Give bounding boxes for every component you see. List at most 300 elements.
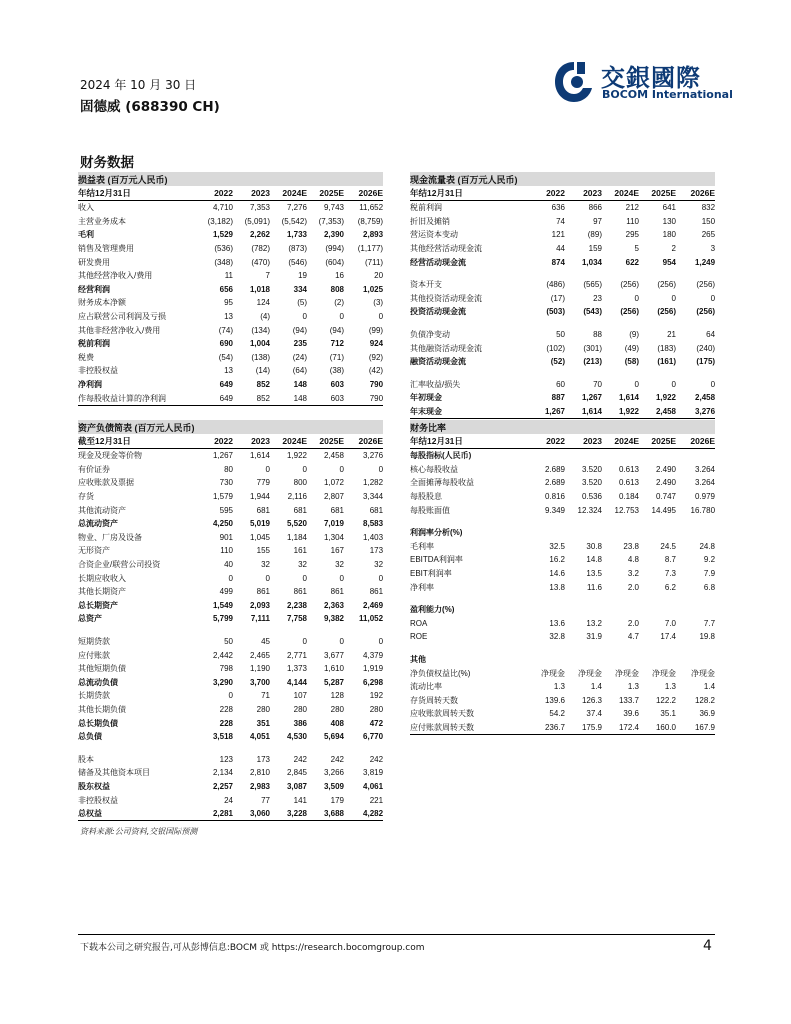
row-value: 235 (293, 339, 307, 349)
row-label: 非控股权益 (78, 366, 118, 376)
row-label: 净利润 (78, 380, 102, 390)
row-value: 3.264 (694, 478, 716, 488)
column-header-year: 2025E (639, 186, 676, 201)
row-label: 总流动负债 (78, 677, 118, 687)
table-row (78, 463, 383, 477)
row-value: 0.613 (618, 464, 639, 474)
row-label: 其他融资活动现金流 (410, 343, 482, 353)
row-value: (7,353) (318, 216, 344, 226)
table-row (410, 540, 715, 554)
table-row (78, 689, 383, 703)
row-value: 2,807 (323, 492, 344, 502)
row-value: 0 (265, 573, 270, 583)
row-value: 280 (293, 704, 307, 714)
row-value: 11.6 (587, 582, 602, 592)
table-row (78, 490, 383, 504)
row-value: (256) (696, 280, 716, 290)
row-label: 核心每股收益 (410, 464, 458, 474)
row-value: 16.780 (690, 505, 716, 515)
row-value: 242 (330, 754, 344, 764)
row-value: 1,614 (249, 451, 270, 461)
column-header-year: 2022 (196, 434, 233, 449)
row-label: 应付账款周转天数 (410, 721, 528, 735)
row-value: 0 (339, 637, 344, 647)
row-value: (64) (292, 366, 307, 376)
row-label: 折旧及摊销 (410, 216, 450, 226)
table-row (78, 201, 383, 215)
table-row (78, 730, 383, 744)
table-header-row (78, 186, 383, 201)
row-value: 0.536 (581, 492, 602, 502)
row-value: 4,051 (249, 732, 270, 742)
row-value: 35.1 (660, 709, 676, 719)
row-value: 7,353 (249, 203, 270, 213)
table-row (78, 585, 383, 599)
column-header-year: 2025E (307, 186, 344, 201)
table-row (78, 378, 383, 392)
row-value: 1,922 (602, 405, 639, 419)
row-label: 短期贷款 (78, 637, 110, 647)
spacer-row (410, 644, 715, 653)
row-value: 6,770 (363, 732, 384, 742)
row-value: 280 (330, 704, 344, 714)
table-row (410, 580, 715, 594)
spacer-cell (410, 644, 715, 653)
company-name: 固德威 (688390 CH) (80, 99, 220, 115)
row-value: (711) (364, 257, 384, 267)
spacer-cell (410, 517, 715, 526)
row-value: 21 (667, 330, 676, 340)
row-value: 9,743 (323, 203, 344, 213)
row-value: 236.7 (528, 721, 565, 735)
row-value: 0 (228, 691, 233, 701)
row-value: 95 (224, 298, 233, 308)
row-value: 2,893 (363, 230, 384, 240)
row-value: 14.8 (586, 555, 602, 565)
row-value: 808 (330, 284, 344, 294)
row-value: (256) (620, 280, 639, 290)
row-value: (74) (218, 325, 233, 335)
table-row (410, 391, 715, 405)
row-value: (54) (218, 352, 233, 362)
row-value: (58) (624, 357, 639, 367)
row-value: 265 (701, 230, 716, 240)
row-value: 13.2 (586, 618, 602, 628)
row-label: 投资活动现金流 (410, 307, 466, 317)
row-value: 107 (293, 691, 307, 701)
row-label: EBITDA利润率 (410, 555, 463, 565)
row-value: 0 (378, 637, 384, 647)
table-row (78, 544, 383, 558)
table-header-row (78, 434, 383, 449)
row-value: 1,267 (212, 451, 233, 461)
column-header-year: 2023 (233, 434, 270, 449)
row-value: 852 (233, 391, 270, 405)
row-value: (256) (696, 307, 716, 317)
row-value: 3,228 (270, 807, 307, 821)
table-row (410, 666, 715, 680)
row-value: 32 (298, 560, 307, 570)
row-value: 242 (293, 754, 307, 764)
row-value: 622 (625, 257, 639, 267)
row-value: 2,458 (323, 451, 344, 461)
row-value: (4) (260, 312, 270, 322)
table-title-row (410, 420, 715, 434)
row-label: 营运资本变动 (410, 230, 458, 240)
table-row (78, 503, 383, 517)
row-label: ROA (410, 618, 428, 628)
table-title-row (410, 172, 715, 186)
row-value: 161 (293, 546, 307, 556)
row-value: 110 (626, 216, 639, 226)
row-value: 155 (256, 546, 270, 556)
row-value: 110 (220, 546, 233, 556)
row-value: 3,087 (286, 781, 307, 791)
row-value: (240) (696, 343, 716, 353)
row-value: 3,819 (363, 768, 384, 778)
row-value: 2.689 (544, 478, 565, 488)
row-value: (8,759) (357, 216, 384, 226)
row-value: 167.9 (676, 721, 715, 735)
table-row (410, 707, 715, 721)
row-value: (3,182) (207, 216, 233, 226)
row-value: 603 (330, 380, 344, 390)
row-value: 2.0 (627, 618, 639, 628)
row-value: (256) (620, 307, 639, 317)
row-value: 7 (265, 271, 270, 281)
row-label: 净利率 (410, 582, 434, 592)
table-row (78, 283, 383, 297)
table-row (410, 503, 715, 517)
row-value: 13 (224, 312, 233, 322)
row-value: (9) (629, 330, 639, 340)
row-value: (92) (368, 352, 384, 362)
row-value: (102) (546, 343, 565, 353)
row-value: 1,267 (528, 405, 565, 419)
row-value: 636 (551, 203, 565, 213)
row-label: 毛利率 (410, 541, 434, 551)
row-label: 毛利 (78, 230, 94, 240)
row-label: 无形资产 (78, 546, 110, 556)
row-value: 7,019 (323, 519, 344, 529)
row-label: 其他 (410, 655, 426, 665)
row-value: 1,267 (581, 393, 602, 403)
row-value: 0 (339, 464, 344, 474)
row-value: (52) (550, 357, 565, 367)
spacer-row (78, 626, 383, 635)
row-value: 54.2 (549, 709, 565, 719)
row-value: 128 (330, 691, 344, 701)
table-row (78, 635, 383, 649)
table-row (78, 228, 383, 242)
financial-ratios-table (410, 420, 715, 735)
cash-flow-table (410, 172, 715, 419)
column-header-year: 2024E (602, 434, 639, 449)
column-header-year: 2022 (528, 186, 565, 201)
row-value: 4,530 (286, 732, 307, 742)
row-value: 24 (224, 795, 233, 805)
row-value: 0 (228, 573, 233, 583)
row-value: 0 (378, 573, 384, 583)
row-value: 5,019 (249, 519, 270, 529)
row-value: 2,238 (286, 600, 307, 610)
row-value: 1,018 (249, 284, 270, 294)
table-row (78, 648, 383, 662)
table-row (410, 305, 715, 319)
row-value: 4,710 (212, 203, 233, 213)
row-value: 0.816 (544, 492, 565, 502)
row-value: (546) (288, 257, 307, 267)
table-row (78, 780, 383, 794)
row-value: 123 (219, 754, 233, 764)
spacer-cell (78, 626, 383, 635)
column-header-year: 2026E (676, 186, 715, 201)
column-header-year: 2025E (307, 434, 344, 449)
table-row (78, 215, 383, 229)
row-value: 5,694 (323, 732, 344, 742)
row-value: 16.2 (549, 555, 565, 565)
row-value: 50 (556, 330, 565, 340)
table-row (78, 612, 383, 626)
section-title: 财务数据 (80, 155, 134, 171)
row-value: 798 (219, 664, 233, 674)
row-value: 133.7 (618, 695, 639, 705)
row-value: 1,373 (286, 664, 307, 674)
column-header-label: 年结12月31日 (78, 186, 196, 201)
row-value: 0 (302, 637, 307, 647)
column-header-year: 2026E (676, 434, 715, 449)
spacer-cell (410, 594, 715, 603)
table-row (410, 463, 715, 477)
row-value: 11,052 (359, 614, 384, 624)
spacer-cell (410, 369, 715, 378)
row-value: 4.8 (627, 555, 639, 565)
row-value: (873) (288, 244, 307, 254)
row-value: 0.747 (655, 492, 676, 502)
row-value: 5,799 (212, 614, 233, 624)
row-value: 39.6 (623, 709, 639, 719)
row-value: 19 (298, 271, 307, 281)
row-value: 7.3 (664, 569, 676, 579)
row-label: 非控股权益 (78, 795, 118, 805)
row-label: 总流动资产 (78, 519, 118, 529)
row-value: 3,060 (233, 807, 270, 821)
table-row (410, 680, 715, 694)
row-value: 7,758 (286, 614, 307, 624)
row-value: 3,344 (363, 492, 384, 502)
row-value: 122.2 (655, 695, 676, 705)
row-value: 2,257 (212, 781, 233, 791)
row-value: 641 (662, 203, 676, 213)
row-value: 5,520 (286, 519, 307, 529)
row-value: 20 (374, 271, 384, 281)
row-value: 192 (369, 691, 384, 701)
row-label: 销售及管理费用 (78, 244, 134, 254)
row-label: 汇率收益/损失 (410, 379, 461, 389)
row-value: 30.8 (586, 541, 602, 551)
table-row (78, 571, 383, 585)
row-value: 14.495 (651, 505, 676, 515)
table-row (410, 630, 715, 644)
row-value: 1,025 (363, 284, 384, 294)
row-value: 130 (662, 216, 676, 226)
row-value: 2,442 (212, 650, 233, 660)
row-value: 70 (593, 379, 602, 389)
row-value: 36.9 (699, 709, 716, 719)
row-value: 866 (588, 203, 602, 213)
row-label: 合资企业/联营公司投资 (78, 560, 161, 570)
row-value: 173 (256, 754, 270, 764)
table-row (410, 553, 715, 567)
row-label: 总负债 (78, 732, 102, 742)
row-value: 1,549 (212, 600, 233, 610)
row-value: (38) (329, 366, 344, 376)
row-value: 74 (556, 216, 565, 226)
row-value: 4.7 (627, 632, 639, 642)
row-value: (2) (334, 298, 344, 308)
row-value: 887 (551, 393, 565, 403)
row-value: (42) (368, 366, 384, 376)
row-label: 存货 (78, 492, 94, 502)
row-label: 长期应收收入 (78, 573, 126, 583)
row-value: 4,250 (212, 519, 233, 529)
row-value: 2,810 (249, 768, 270, 778)
table-row (78, 531, 383, 545)
row-label: 应收账款周转天数 (410, 709, 474, 719)
row-value: 1,184 (286, 532, 307, 542)
table-row (410, 278, 715, 292)
row-value: 0 (339, 573, 344, 583)
table-row (410, 405, 715, 419)
source-note: 资料来源:公司资料,交银国际预测 (80, 827, 198, 836)
spacer-row (410, 269, 715, 278)
column-header-year: 2023 (565, 434, 602, 449)
row-label: 总权益 (78, 807, 196, 821)
row-value: (89) (587, 230, 602, 240)
column-header-year: 2023 (565, 186, 602, 201)
footer-divider (78, 934, 715, 935)
table-title: 现金流量表 (百万元人民币) (410, 172, 715, 186)
spacer-cell (410, 319, 715, 328)
row-value: 13.6 (549, 618, 565, 628)
row-value: 2,262 (249, 230, 270, 240)
row-value: 净现金 (691, 668, 716, 678)
row-value: 9,382 (323, 614, 344, 624)
row-label: ROE (410, 632, 428, 642)
row-value: 4,282 (344, 807, 383, 821)
row-value: 852 (256, 380, 270, 390)
row-label: 每股股息 (410, 492, 442, 502)
row-value: 24.8 (699, 541, 716, 551)
row-value: 1,614 (618, 393, 639, 403)
row-value: 3,276 (676, 405, 715, 419)
table-row (410, 242, 715, 256)
row-value: 净现金 (615, 668, 639, 678)
table-row (78, 269, 383, 283)
row-value: 3.2 (627, 569, 639, 579)
row-value: 150 (701, 216, 716, 226)
row-value: (94) (329, 325, 344, 335)
row-value: 128.2 (694, 695, 716, 705)
spacer-row (410, 594, 715, 603)
row-value: 712 (330, 339, 344, 349)
row-value: 139.6 (544, 695, 565, 705)
row-value: 44 (556, 244, 565, 254)
row-value: 2.0 (627, 582, 639, 592)
row-label: 总长期资产 (78, 600, 118, 610)
bocom-logo-icon (553, 60, 595, 104)
row-label: 存货周转天数 (410, 695, 458, 705)
table-row (78, 337, 383, 351)
row-label: 税前利润 (78, 339, 110, 349)
row-value: 32 (261, 560, 270, 570)
column-header-year: 2022 (528, 434, 565, 449)
row-value: 681 (256, 505, 270, 515)
row-value: 924 (369, 339, 384, 349)
row-value: 148 (293, 380, 307, 390)
row-value: (543) (583, 307, 602, 317)
row-value: 1,190 (249, 664, 270, 674)
table-row (78, 310, 383, 324)
row-value: 2,390 (323, 230, 344, 240)
row-label: 财务成本净额 (78, 298, 126, 308)
table-row (78, 716, 383, 730)
row-value: (348) (214, 257, 233, 267)
row-value: 295 (625, 230, 639, 240)
row-value: 13 (224, 366, 233, 376)
row-value: 121 (551, 230, 565, 240)
row-value: 12.324 (577, 505, 602, 515)
row-label: 股本 (78, 754, 94, 764)
row-value: 159 (588, 244, 602, 254)
table-row (410, 378, 715, 392)
row-value: 0 (634, 379, 639, 389)
table-row (410, 355, 715, 369)
table-row (410, 255, 715, 269)
row-value: 690 (219, 339, 233, 349)
row-value: 37.4 (586, 709, 602, 719)
row-value: 11 (224, 271, 233, 281)
row-value: 0 (339, 312, 344, 322)
column-header-year: 2024E (270, 434, 307, 449)
row-value: 23.8 (623, 541, 639, 551)
row-value: (17) (550, 293, 565, 303)
table-header-row (410, 434, 715, 449)
row-value: 3,509 (323, 781, 344, 791)
row-value: 2,281 (196, 807, 233, 821)
row-value: 1.3 (627, 682, 639, 692)
row-value: 954 (662, 257, 676, 267)
row-value: 167 (330, 546, 344, 556)
table-row (410, 228, 715, 242)
row-label: 全面摊薄每股收益 (410, 478, 474, 488)
table-row (78, 351, 383, 365)
row-value: 2,116 (287, 492, 307, 502)
row-value: 1,045 (249, 532, 270, 542)
row-value: 1.3 (664, 682, 676, 692)
column-header-label: 年结12月31日 (410, 434, 528, 449)
row-value: 7,276 (286, 203, 307, 213)
row-value: (5,542) (281, 216, 307, 226)
subheader-row (410, 449, 715, 463)
row-value: 50 (224, 637, 233, 647)
row-value: 179 (330, 795, 344, 805)
row-value: 3,677 (323, 650, 344, 660)
row-value: (256) (657, 280, 676, 290)
row-value: 8,583 (363, 519, 384, 529)
row-label: 其他长期负债 (78, 704, 126, 714)
row-value: 净现金 (578, 668, 602, 678)
